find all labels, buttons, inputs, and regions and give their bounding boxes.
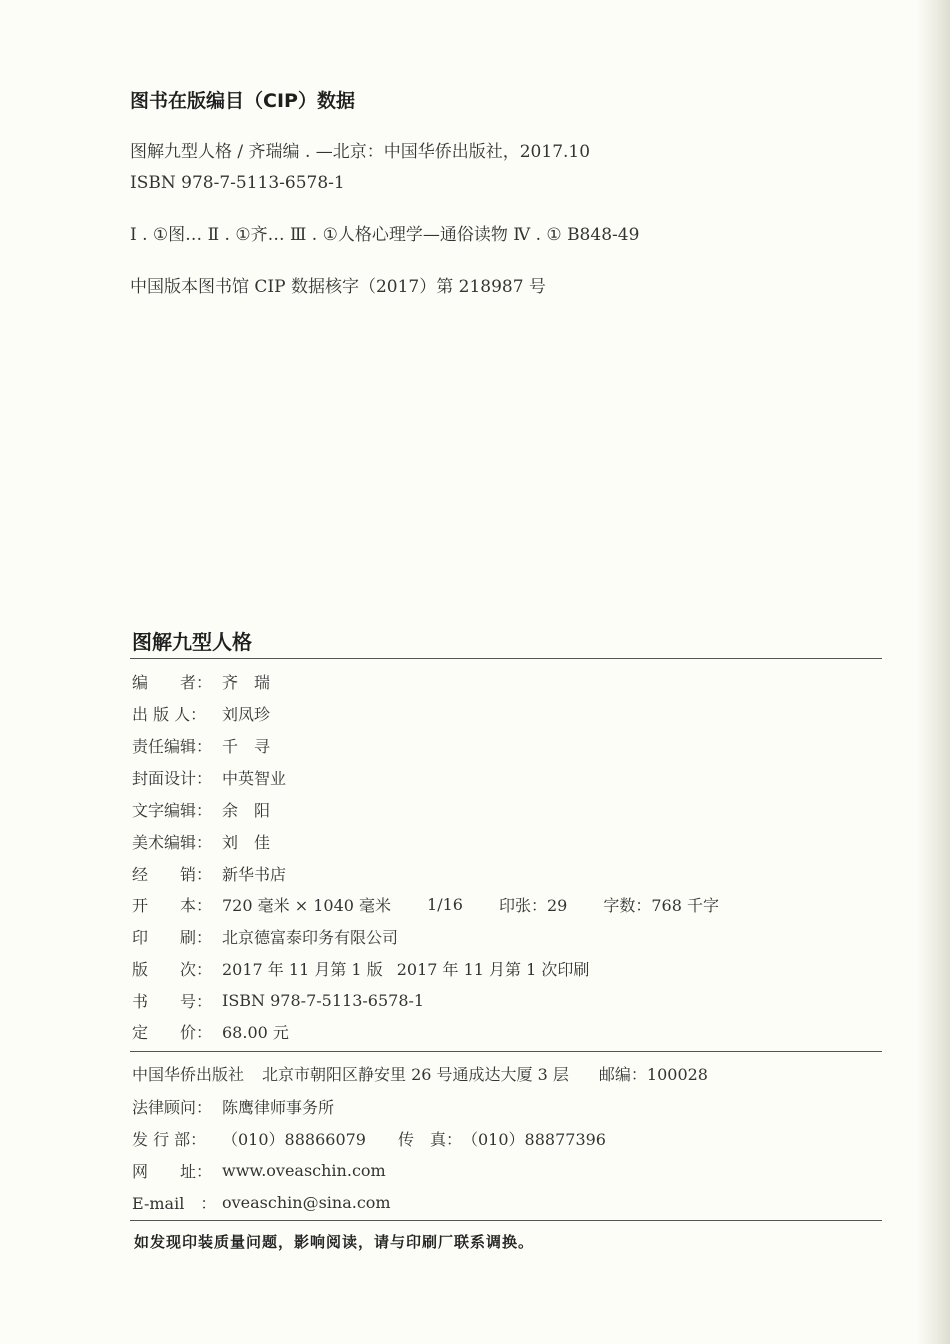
credit-value: 中英智业 — [222, 768, 287, 788]
publisher-row-email — [132, 1189, 391, 1215]
credit-row-publisher-person — [132, 700, 270, 726]
cip-heading: 图书在版编目（CIP）数据 — [130, 90, 355, 112]
credit-value: 2017 年 11 月第 1 版 — [222, 959, 383, 979]
publisher-address: 北京市朝阳区静安里 26 号通成达大厦 3 层 — [262, 1064, 569, 1084]
credit-label: 开 本： — [132, 895, 213, 915]
credit-value: 720 毫米 × 1040 毫米 — [222, 895, 392, 915]
credit-label: 书 号： — [132, 991, 213, 1011]
sales-label: 发 行 部： — [132, 1129, 207, 1149]
credit-value: 余 阳 — [222, 800, 271, 820]
credit-row-edition — [132, 955, 589, 981]
credit-row-cover-design — [132, 764, 286, 790]
divider-middle — [130, 1051, 882, 1052]
page-edge-shadow — [916, 0, 950, 1344]
credit-value: 刘凤珍 — [222, 704, 271, 724]
credit-row-art-editor — [132, 828, 270, 854]
credit-label: 编 者： — [132, 672, 213, 692]
legal-label: 法律顾问： — [132, 1097, 213, 1117]
publisher-row-web — [132, 1157, 386, 1183]
cip-line-title: 图解九型人格 / 齐瑞编 . —北京：中国华侨出版社，2017.10 — [130, 142, 591, 162]
fax-phone: （010）88877396 — [462, 1129, 606, 1149]
credit-row-price — [132, 1018, 289, 1044]
quality-notice: 如发现印装质量问题，影响阅读，请与印刷厂联系调换。 — [134, 1233, 535, 1251]
credit-word-count: 字数：768 千字 — [603, 895, 719, 915]
email-value: oveaschin@sina.com — [222, 1192, 391, 1212]
credit-value: 齐 瑞 — [222, 672, 271, 692]
credit-label: 印 刷： — [132, 927, 213, 947]
credit-row-printer — [132, 923, 398, 949]
credit-label: 封面设计： — [132, 768, 213, 788]
publisher-row-address — [132, 1060, 708, 1086]
divider-top — [130, 658, 882, 659]
web-value: www.oveaschin.com — [222, 1160, 386, 1180]
credit-printing: 2017 年 11 月第 1 次印刷 — [396, 959, 590, 979]
publisher-row-legal — [132, 1093, 334, 1119]
cip-line-isbn: ISBN 978-7-5113-6578-1 — [130, 173, 345, 193]
credit-row-isbn — [132, 987, 424, 1013]
credit-row-editor — [132, 732, 270, 758]
email-label: E-mail ： — [132, 1193, 217, 1213]
credit-value: 千 寻 — [222, 736, 271, 756]
divider-bottom — [130, 1220, 882, 1221]
sales-phone: （010）88866079 — [222, 1129, 366, 1149]
credit-print-sheets: 印张：29 — [498, 895, 568, 915]
credit-label: 出 版 人： — [132, 704, 207, 724]
cip-line-classification: Ⅰ . ①图… Ⅱ . ①齐… Ⅲ . ①人格心理学—通俗读物 Ⅳ . ① B848-49 — [130, 225, 640, 245]
credit-row-distributor — [132, 860, 286, 886]
credit-row-author — [132, 668, 270, 694]
fax-label: 传 真： — [397, 1129, 462, 1149]
credit-label: 文字编辑： — [132, 800, 213, 820]
credit-label: 责任编辑： — [132, 736, 213, 756]
cip-line-record: 中国版本图书馆 CIP 数据核字（2017）第 218987 号 — [130, 277, 546, 297]
credit-label: 版 次： — [132, 959, 213, 979]
credit-format-size: 1/16 — [427, 894, 463, 914]
credit-value: 新华书店 — [222, 864, 287, 884]
credit-value: ISBN 978-7-5113-6578-1 — [222, 990, 425, 1010]
credit-value: 北京德富泰印务有限公司 — [222, 927, 399, 947]
legal-value: 陈鹰律师事务所 — [222, 1097, 335, 1117]
credit-row-text-editor — [132, 796, 270, 822]
publisher-name: 中国华侨出版社 — [132, 1064, 245, 1084]
publisher-row-phone — [132, 1125, 606, 1151]
credit-label: 经 销： — [132, 864, 213, 884]
credit-value: 刘 佳 — [222, 832, 271, 852]
book-title: 图解九型人格 — [132, 630, 252, 654]
credit-label: 美术编辑： — [132, 832, 213, 852]
credit-label: 定 价： — [132, 1022, 213, 1042]
publisher-postcode: 邮编：100028 — [598, 1064, 708, 1084]
credit-row-format — [132, 891, 719, 917]
credit-value: 68.00 元 — [222, 1022, 289, 1042]
web-label: 网 址： — [132, 1161, 213, 1181]
